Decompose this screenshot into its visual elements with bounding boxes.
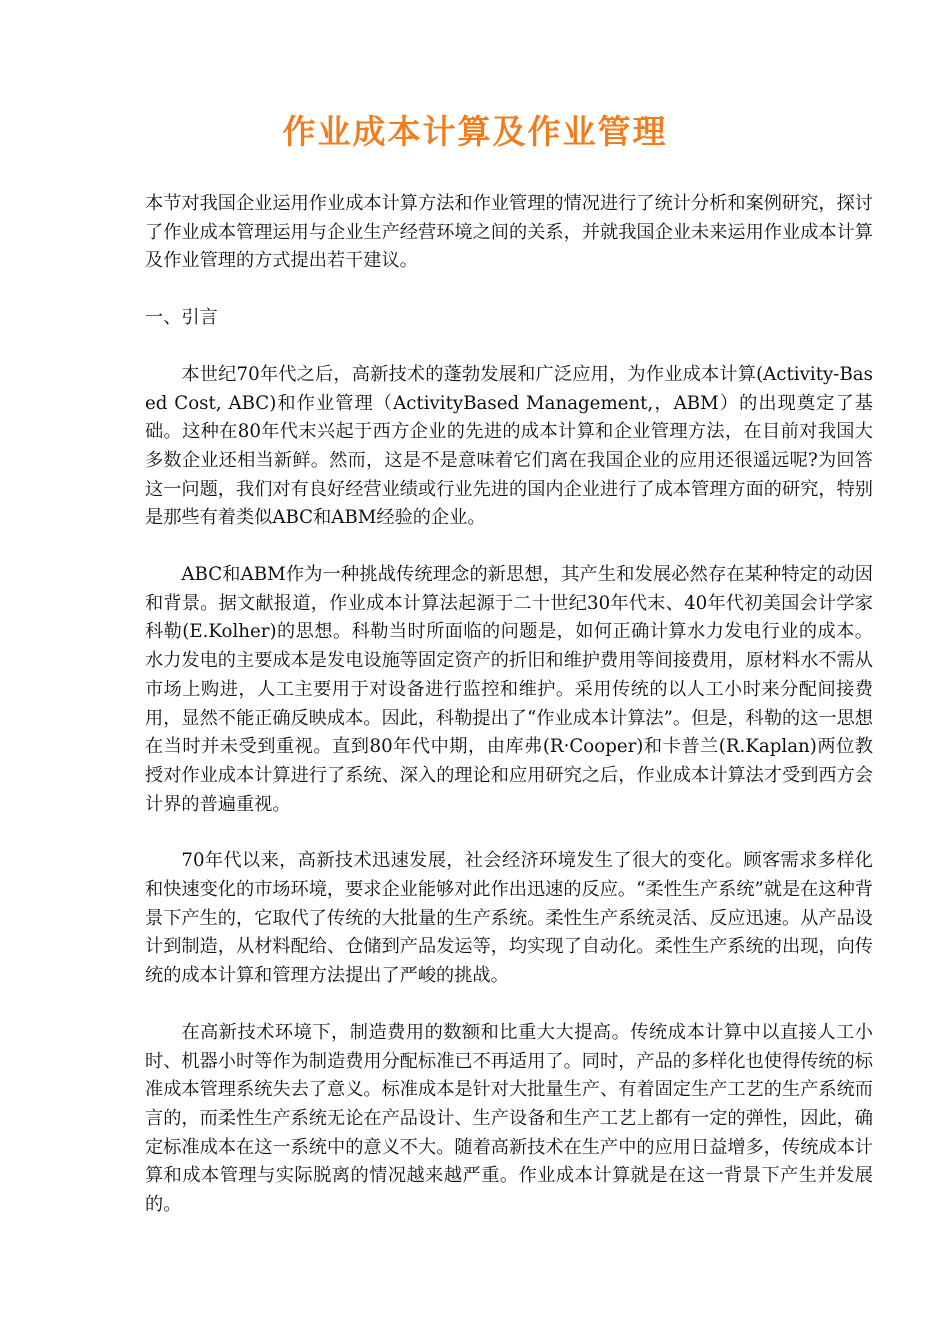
body-paragraph-2: ABC和ABM作为一种挑战传统理念的新思想，其产生和发展必然存在某种特定的动因和背景。据文献报道，作业成本计算法起源于二十世纪30年代末、40年代初美国会计学家科勒(E.Kolher)的思想。科勒当时所面临的问题是，如何正确计算水力发电行业的成本。水力发电的主要成本是发电设施等固定资产的折旧和维护费用等间接费用，原材料水不需从市场上购进，人工主要用于对设备进行监控和维护。采用传统的以人工小时来分配间接费用，显然不能正确反映成本。因此，科勒提出了“作业成本计算法”。但是，科勒的这一思想在当时并未受到重视。直到80年代中期，由库弗(R·Cooper)和卡普兰(R.Kaplan)两位教授对作业成本计算进行了系统、深入的理论和应用研究之后，作业成本计算法才受到西方会计界的普遍重视。 [145,564,873,815]
section-heading-introduction: 一、引言 [145,307,218,329]
abstract-paragraph: 本节对我国企业运用作业成本计算方法和作业管理的情况进行了统计分析和案例研究，探讨了作业成本管理运用与企业生产经营环境之间的关系，并就我国企业未来运用作业成本计算及作业管理的方式提出若干建议。 [145,193,873,272]
body-paragraph-4: 在高新技术环境下，制造费用的数额和比重大大提高。传统成本计算中以直接人工小时、机器小时等作为制造费用分配标准已不再适用了。同时，产品的多样化也使得传统的标准成本管理系统失去了意义。标准成本是针对大批量生产、有着固定生产工艺的生产系统而言的，而柔性生产系统无论在产品设计、生产设备和生产工艺上都有一定的弹性，因此，确定标准成本在这一系统中的意义不大。随着高新技术在生产中的应用日益增多，传统成本计算和成本管理与实际脱离的情况越来越严重。作业成本计算就是在这一背景下产生并发展的。 [145,1021,873,1216]
body-paragraph-1: 本世纪70年代之后，高新技术的蓬勃发展和广泛应用，为作业成本计算(Activity-Based Cost, ABC)和作业管理（ActivityBased Management,，ABM）的出现奠定了基础。这种在80年代末兴起于西方企业的先进的成本计算和企业管理方法，在目前对我国大多数企业还相当新鲜。然而，这是不是意味着它们离在我国企业的应用还很遥远呢?为回答这一问题，我们对有良好经营业绩或行业先进的国内企业进行了成本管理方面的研究，特别是那些有着类似ABC和ABM经验的企业。 [145,363,873,529]
document-body [145,190,873,1248]
document-title: 作业成本计算及作业管理 [282,112,668,151]
body-paragraph-3: 70年代以来，高新技术迅速发展，社会经济环境发生了很大的变化。顾客需求多样化和快速变化的市场环境，要求企业能够对此作出迅速的反应。“柔性生产系统”就是在这种背景下产生的，它取代了传统的大批量的生产系统。柔性生产系统灵活、反应迅速。从产品设计到制造，从材料配给、仓储到产品发运等，均实现了自动化。柔性生产系统的出现，向传统的成本计算和管理方法提出了严峻的挑战。 [145,850,873,987]
